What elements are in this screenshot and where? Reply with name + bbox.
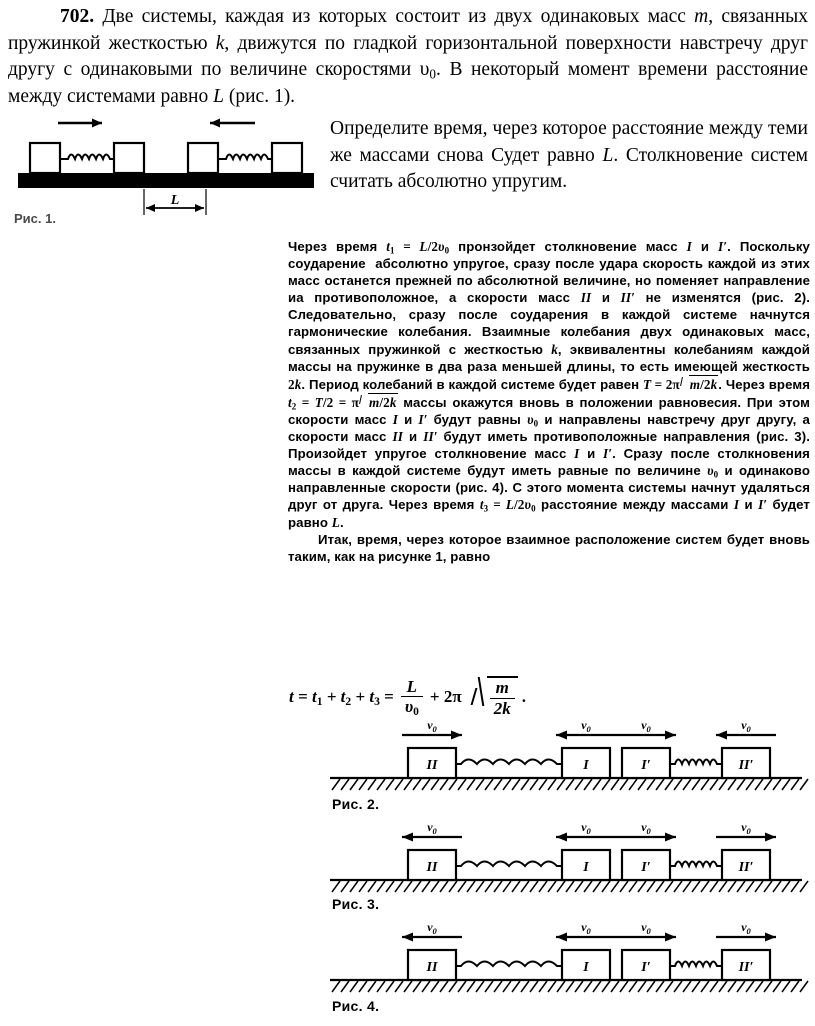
spring-1 bbox=[456, 862, 562, 867]
spring-2 bbox=[670, 962, 722, 967]
symbol-L-tail: L bbox=[602, 144, 614, 166]
ground-hatch bbox=[629, 881, 637, 892]
ground-hatch bbox=[377, 779, 385, 790]
ground-hatch bbox=[800, 881, 808, 892]
ground-hatch bbox=[368, 881, 376, 892]
ground-hatch bbox=[413, 881, 421, 892]
ground-hatch bbox=[593, 881, 601, 892]
ground-hatch bbox=[719, 881, 727, 892]
ground-hatch bbox=[368, 779, 376, 790]
ground-hatch bbox=[728, 881, 736, 892]
ground-hatch bbox=[413, 981, 421, 992]
velocity-label: $v_0$ bbox=[741, 718, 751, 734]
equation-period: . bbox=[521, 686, 526, 706]
ground-hatch bbox=[656, 881, 664, 892]
ground-hatch bbox=[629, 981, 637, 992]
symbol-v: υ bbox=[419, 59, 430, 80]
ground-hatch bbox=[755, 881, 763, 892]
velocity-label: $v_0$ bbox=[641, 718, 651, 734]
figure-3-caption: Рис. 3. bbox=[332, 896, 380, 912]
ground-hatch bbox=[710, 981, 718, 992]
problem-text-2: , связанных пружинкой жесткостью bbox=[8, 6, 809, 54]
fig1-ground-bar bbox=[18, 173, 314, 188]
ground-hatch bbox=[764, 779, 772, 790]
problem-text-5: (рис. 1). bbox=[223, 85, 296, 107]
equation-plus-2: + t bbox=[351, 686, 375, 706]
velocity-label: $v_0$ bbox=[641, 820, 651, 836]
ground-hatch bbox=[746, 881, 754, 892]
ground-hatch bbox=[413, 779, 421, 790]
ground-hatch bbox=[359, 881, 367, 892]
ground-hatch bbox=[341, 881, 349, 892]
ground-hatch bbox=[557, 981, 565, 992]
problem-statement bbox=[8, 4, 808, 110]
radical-denominator: 2k bbox=[490, 698, 515, 718]
ground-hatch bbox=[494, 779, 502, 790]
equation-plus-2pi: + 2π bbox=[429, 686, 462, 706]
ground-hatch bbox=[629, 779, 637, 790]
velocity-label: $v_0$ bbox=[641, 920, 651, 936]
ground-hatch bbox=[332, 981, 340, 992]
figure-3 bbox=[330, 820, 808, 904]
fig1-arrow-left bbox=[210, 119, 255, 128]
ground-hatch bbox=[683, 881, 691, 892]
ground-hatch bbox=[620, 779, 628, 790]
ground-hatch bbox=[593, 981, 601, 992]
ground-hatch bbox=[710, 779, 718, 790]
ground-hatch bbox=[548, 881, 556, 892]
ground-hatch bbox=[791, 981, 799, 992]
equation-lhs bbox=[289, 687, 394, 707]
velocity-label: $v_0$ bbox=[741, 920, 751, 936]
velocity-label: $v_0$ bbox=[427, 820, 437, 836]
ground-hatch bbox=[503, 981, 511, 992]
ground-hatch bbox=[521, 779, 529, 790]
ground-hatch bbox=[584, 779, 592, 790]
equation-radical bbox=[472, 676, 518, 717]
ground-hatch bbox=[737, 779, 745, 790]
ground-hatch bbox=[791, 881, 799, 892]
problem-text-1: Две системы, каждая из которых состоит из двух одинаковых масс bbox=[94, 6, 695, 27]
ground-hatch bbox=[566, 881, 574, 892]
ground-hatch bbox=[557, 779, 565, 790]
ground-hatch bbox=[422, 779, 430, 790]
figure-3-drawing bbox=[330, 820, 808, 904]
fig1-block-2 bbox=[114, 143, 144, 173]
ground-hatch bbox=[782, 981, 790, 992]
ground-hatch bbox=[701, 779, 709, 790]
figure-4 bbox=[330, 920, 808, 1004]
ground-hatch bbox=[800, 981, 808, 992]
block-label: II′ bbox=[738, 758, 754, 773]
ground-hatch bbox=[800, 779, 808, 790]
ground-hatch bbox=[377, 881, 385, 892]
ground-hatch bbox=[773, 779, 781, 790]
ground-hatch bbox=[692, 981, 700, 992]
symbol-k: k bbox=[215, 32, 225, 54]
block-label: II′ bbox=[738, 860, 754, 875]
ground-hatch bbox=[539, 779, 547, 790]
equation-denominator-subscript: 0 bbox=[413, 705, 419, 719]
ground-hatch bbox=[674, 779, 682, 790]
ground-hatch bbox=[350, 981, 358, 992]
fig1-block-1 bbox=[30, 143, 60, 173]
ground-hatch bbox=[449, 779, 457, 790]
ground-hatch bbox=[512, 779, 520, 790]
figure-1-drawing bbox=[10, 113, 322, 225]
ground-hatch bbox=[404, 981, 412, 992]
figure-4-caption: Рис. 4. bbox=[332, 998, 380, 1014]
ground-hatch bbox=[341, 981, 349, 992]
ground-hatch bbox=[683, 779, 691, 790]
ground-hatch bbox=[449, 881, 457, 892]
ground-hatch bbox=[584, 981, 592, 992]
spring-1 bbox=[456, 962, 562, 967]
ground-hatch bbox=[575, 981, 583, 992]
ground-hatch bbox=[755, 981, 763, 992]
ground-hatch bbox=[494, 881, 502, 892]
ground-hatch bbox=[701, 881, 709, 892]
ground-hatch bbox=[458, 981, 466, 992]
ground-hatch bbox=[638, 779, 646, 790]
ground-hatch bbox=[719, 981, 727, 992]
block-label: I bbox=[583, 860, 589, 875]
solution-text bbox=[288, 238, 810, 565]
ground-hatch bbox=[593, 779, 601, 790]
ground-hatch bbox=[755, 779, 763, 790]
equation-sub-3: 3 bbox=[374, 694, 380, 708]
block-label: I′ bbox=[641, 860, 651, 875]
block-label: II bbox=[426, 960, 438, 975]
velocity-label: $v_0$ bbox=[581, 820, 591, 836]
ground-hatch bbox=[782, 881, 790, 892]
ground-hatch bbox=[476, 981, 484, 992]
radical-body bbox=[487, 676, 518, 717]
symbol-v-subscript: 0 bbox=[429, 66, 437, 82]
block-label: I′ bbox=[641, 758, 651, 773]
equation-plus-1: + t bbox=[322, 686, 346, 706]
ground-hatch bbox=[521, 981, 529, 992]
velocity-label: $v_0$ bbox=[581, 718, 591, 734]
ground-hatch bbox=[503, 779, 511, 790]
figure-2-drawing bbox=[330, 718, 808, 802]
ground-hatch bbox=[467, 981, 475, 992]
ground-hatch bbox=[737, 981, 745, 992]
equation-fraction-numerator: L bbox=[406, 676, 418, 696]
fig1-spring-1 bbox=[60, 155, 115, 160]
spring-1 bbox=[456, 760, 562, 765]
ground-hatch bbox=[386, 779, 394, 790]
ground-hatch bbox=[350, 881, 358, 892]
ground-hatch bbox=[395, 981, 403, 992]
ground-hatch bbox=[458, 881, 466, 892]
ground-hatch bbox=[359, 981, 367, 992]
ground-hatch bbox=[404, 881, 412, 892]
ground-hatch bbox=[332, 779, 340, 790]
ground-hatch bbox=[692, 881, 700, 892]
ground-hatch bbox=[467, 881, 475, 892]
fig1-caption: Рис. 1. bbox=[14, 211, 56, 226]
block-label: II bbox=[426, 758, 438, 773]
display-equation bbox=[0, 676, 815, 717]
equation-sub-1: 1 bbox=[316, 694, 323, 708]
ground-hatch bbox=[530, 779, 538, 790]
ground-hatch bbox=[485, 981, 493, 992]
problem-text-3: , движутся по гладкой горизонтальной поверхности навстречу друг другу с одинаковыми по величине скоростями bbox=[8, 32, 808, 80]
ground-hatch bbox=[431, 881, 439, 892]
spring-2 bbox=[670, 760, 722, 765]
ground-hatch bbox=[440, 981, 448, 992]
fig1-spring-2 bbox=[218, 155, 273, 160]
ground-hatch bbox=[485, 779, 493, 790]
ground-hatch bbox=[674, 981, 682, 992]
symbol-v0 bbox=[420, 59, 436, 80]
ground-hatch bbox=[485, 881, 493, 892]
ground-hatch bbox=[557, 881, 565, 892]
ground-hatch bbox=[773, 981, 781, 992]
ground-hatch bbox=[656, 981, 664, 992]
fig1-arrow-right bbox=[58, 119, 102, 128]
fig1-block-4 bbox=[272, 143, 302, 173]
fig1-dimension-label: L bbox=[170, 193, 180, 208]
velocity-label: $v_0$ bbox=[581, 920, 591, 936]
ground-hatch bbox=[530, 981, 538, 992]
ground-hatch bbox=[476, 881, 484, 892]
block-label: I′ bbox=[641, 960, 651, 975]
ground-hatch bbox=[449, 981, 457, 992]
radical-tick bbox=[472, 676, 489, 706]
equation-lhs-text: t = t bbox=[289, 686, 317, 706]
ground-hatch bbox=[728, 981, 736, 992]
ground-hatch bbox=[665, 881, 673, 892]
ground-hatch bbox=[440, 881, 448, 892]
ground-hatch bbox=[458, 779, 466, 790]
ground-hatch bbox=[566, 981, 574, 992]
equation-equals: = bbox=[379, 686, 394, 706]
ground-hatch bbox=[530, 881, 538, 892]
ground-hatch bbox=[602, 779, 610, 790]
block-label: I bbox=[583, 758, 589, 773]
ground-hatch bbox=[332, 881, 340, 892]
ground-hatch bbox=[368, 981, 376, 992]
ground-hatch bbox=[512, 981, 520, 992]
ground-hatch bbox=[386, 981, 394, 992]
problem-number: 702. bbox=[60, 6, 95, 27]
ground-hatch bbox=[737, 881, 745, 892]
symbol-m: m bbox=[694, 6, 709, 27]
ground-hatch bbox=[341, 779, 349, 790]
block-label: II′ bbox=[738, 960, 754, 975]
ground-hatch bbox=[503, 881, 511, 892]
ground-hatch bbox=[665, 779, 673, 790]
ground-hatch bbox=[431, 779, 439, 790]
ground-hatch bbox=[791, 779, 799, 790]
velocity-label: $v_0$ bbox=[427, 718, 437, 734]
ground-hatch bbox=[539, 981, 547, 992]
ground-hatch bbox=[665, 981, 673, 992]
ground-hatch bbox=[494, 981, 502, 992]
block-label: I bbox=[583, 960, 589, 975]
ground-hatch bbox=[395, 779, 403, 790]
ground-hatch bbox=[584, 881, 592, 892]
ground-hatch bbox=[431, 981, 439, 992]
ground-hatch bbox=[404, 779, 412, 790]
ground-hatch bbox=[611, 981, 619, 992]
ground-hatch bbox=[647, 981, 655, 992]
ground-hatch bbox=[377, 981, 385, 992]
ground-hatch bbox=[548, 779, 556, 790]
figure-4-drawing bbox=[330, 920, 808, 1004]
ground-hatch bbox=[638, 981, 646, 992]
spring-2 bbox=[670, 862, 722, 867]
problem-text-4: . В некоторый момент времени расстояние между системами равно bbox=[8, 59, 808, 107]
ground-hatch bbox=[602, 981, 610, 992]
ground-hatch bbox=[611, 881, 619, 892]
ground-hatch bbox=[476, 779, 484, 790]
ground-hatch bbox=[467, 779, 475, 790]
ground-hatch bbox=[548, 981, 556, 992]
ground-hatch bbox=[395, 881, 403, 892]
radical-numerator: m bbox=[495, 678, 509, 697]
ground-hatch bbox=[521, 881, 529, 892]
problem-tail-text-1: Определите время, через которое расстояние между теми же массами снова Судет равно bbox=[330, 118, 808, 166]
ground-hatch bbox=[359, 779, 367, 790]
ground-hatch bbox=[764, 981, 772, 992]
ground-hatch bbox=[539, 881, 547, 892]
ground-hatch bbox=[773, 881, 781, 892]
ground-hatch bbox=[575, 881, 583, 892]
ground-hatch bbox=[638, 881, 646, 892]
ground-hatch bbox=[386, 881, 394, 892]
velocity-label: $v_0$ bbox=[741, 820, 751, 836]
ground-hatch bbox=[611, 779, 619, 790]
ground-hatch bbox=[683, 981, 691, 992]
ground-hatch bbox=[674, 881, 682, 892]
equation-fraction-m-over-2k bbox=[490, 679, 515, 717]
ground-hatch bbox=[602, 881, 610, 892]
ground-hatch bbox=[701, 981, 709, 992]
ground-hatch bbox=[692, 779, 700, 790]
solution-paragraph-1: Через время $t_1 = L/2\upsilon_0$ пронзойдет столкновение масс I и I′. Поскольку соударение абсолютно упругое, сразу после удара скорость каждой из этих масс останется прежней по абсолютной величине, но поменяет направление иа противоположное, а скорости масс II и II′ не изменятся (рис. 2). Следовательно, сразу после соударения в каждой системе начнутся гармонические колебания. Взаимные колебания двух одинаковых масс, связанных пружинкой с жесткостью k, эквивалентны колебаниям каждой массы на пружинке в два раза меньшей длины, то есть имеющей жесткость 2k. Период колебаний в каждой системе будет равен T = 2π m/2k. Через время $t_2 = T/2 = \pi$ m/2k массы окажутся вновь в положении равновесия. При этом скорости масс I и I′ будут равны $\upsilon_0$ и направлены навстречу друг другу, а скорости масс II и II′ будут иметь противоположные направления (рис. 3). Произойдет упругое столкновение масс I и I′. Сразу после столкновения массы в каждой системе будут иметь равные по величине $\upsilon_0$ и одинаково направленные скорости (рис. 4). С этого момента системы начнут удаляться друг от друга. Через время $t_3 = L/2\upsilon_0$ расстояние между массами I и I′ будет равно L. bbox=[288, 239, 810, 530]
block-label: II bbox=[426, 860, 438, 875]
ground-hatch bbox=[422, 981, 430, 992]
figure-2-caption: Рис. 2. bbox=[332, 796, 380, 812]
equation-body bbox=[289, 676, 526, 717]
fig1-block-3 bbox=[188, 143, 218, 173]
ground-hatch bbox=[422, 881, 430, 892]
ground-hatch bbox=[746, 981, 754, 992]
ground-hatch bbox=[575, 779, 583, 790]
ground-hatch bbox=[566, 779, 574, 790]
figure-2 bbox=[330, 718, 808, 802]
ground-hatch bbox=[728, 779, 736, 790]
ground-hatch bbox=[719, 779, 727, 790]
problem-statement-continued bbox=[330, 116, 808, 196]
ground-hatch bbox=[746, 779, 754, 790]
ground-hatch bbox=[620, 881, 628, 892]
ground-hatch bbox=[620, 981, 628, 992]
ground-hatch bbox=[782, 779, 790, 790]
solution-paragraph-2: Итак, время, через которое взаимное расположение систем будет вновь таким, как на рисунке 1, равно bbox=[288, 531, 810, 564]
equation-sub-2: 2 bbox=[345, 694, 352, 708]
problem-tail-text-2: . Столкновение систем считать абсолютно упругим. bbox=[330, 144, 808, 192]
equation-denominator-symbol: υ bbox=[404, 697, 414, 716]
figure-1 bbox=[10, 113, 322, 225]
ground-hatch bbox=[710, 881, 718, 892]
ground-hatch bbox=[656, 779, 664, 790]
ground-hatch bbox=[440, 779, 448, 790]
ground-hatch bbox=[350, 779, 358, 790]
velocity-label: $v_0$ bbox=[427, 920, 437, 936]
symbol-L: L bbox=[213, 85, 224, 107]
equation-fraction-L-over-v0 bbox=[401, 676, 423, 719]
ground-hatch bbox=[764, 881, 772, 892]
ground-hatch bbox=[647, 881, 655, 892]
ground-hatch bbox=[512, 881, 520, 892]
equation-fraction-denominator bbox=[401, 696, 423, 719]
ground-hatch bbox=[647, 779, 655, 790]
